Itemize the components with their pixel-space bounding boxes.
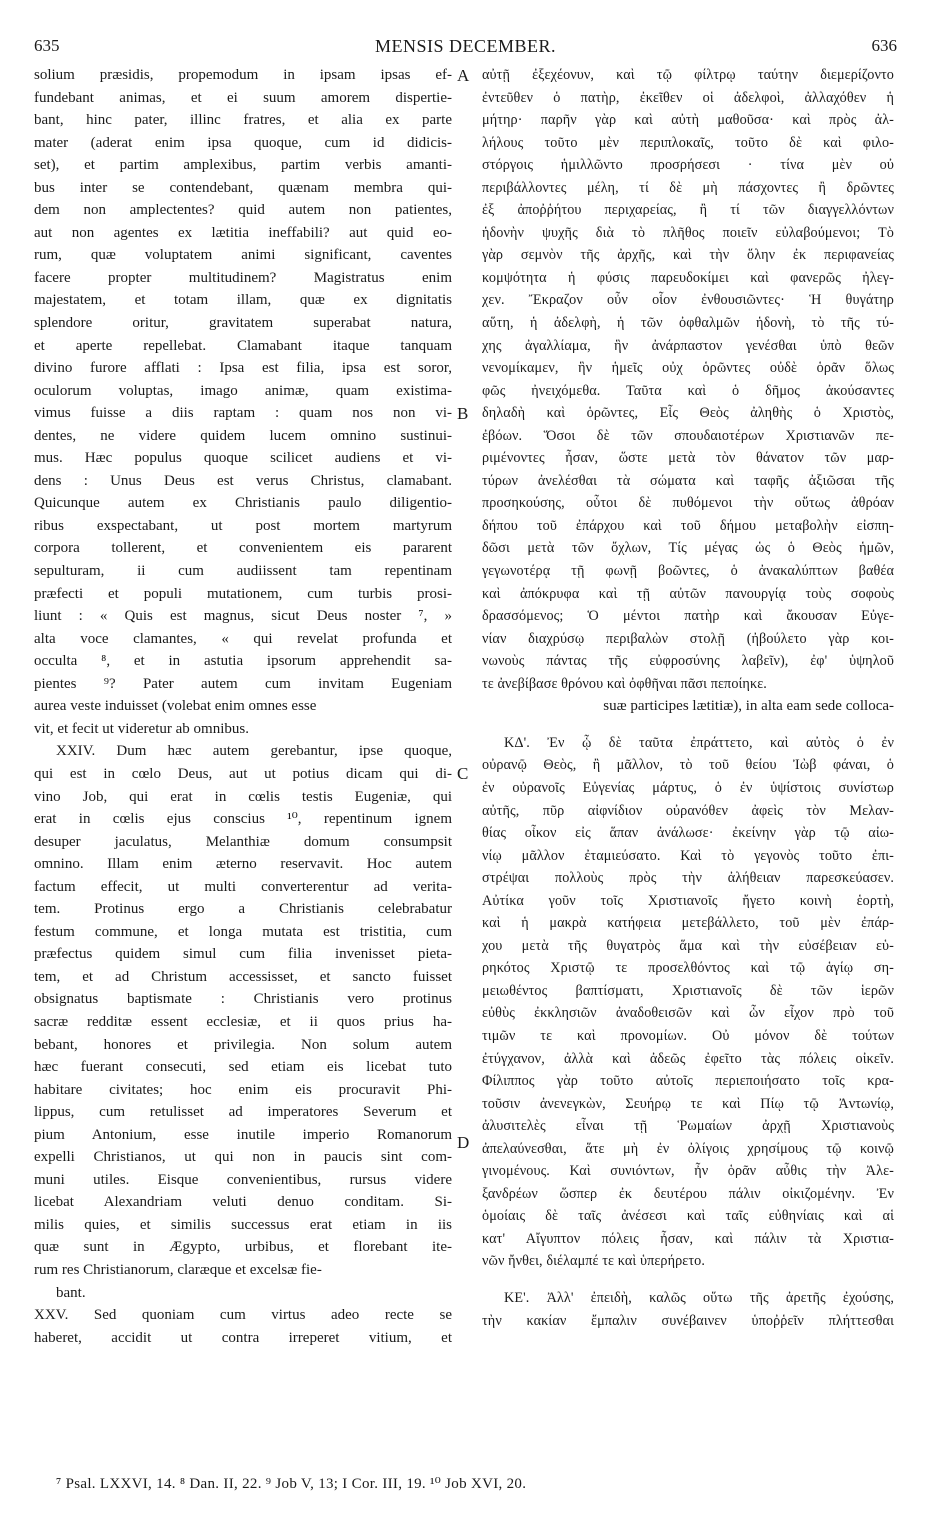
text-line: omnino. Illam enim æterno reservavit. Hoc autem <box>34 856 452 873</box>
text-line: obsignatus baptismate : Christianis vero protinus <box>34 991 452 1008</box>
page-number-right: 636 <box>871 36 897 55</box>
text-line: majestatem, et totam illam, quæ ex dignitatis <box>34 292 452 309</box>
text-line: hæc fuerant consecuti, sed etiam eis licebat tuto <box>34 1059 452 1076</box>
text-line: et aperte repellebat. Clamabant itaque tanquam <box>34 337 452 354</box>
text-line: qui est in cœlo Deus, aut ut potius dicam qui di- <box>34 765 452 782</box>
text-line: ἡδονὴν ψυχῆς διὰ τὸ πλῆθος ποιεῖν εὐλαβούμενοι; Τὸ <box>482 224 894 241</box>
text-line: præfecti et populi mutationem, cum turbis prosi- <box>34 585 452 602</box>
text-line: quæ sunt in Ægypto, urbibus, et florebant ite- <box>34 1239 452 1256</box>
text-line: ribus exspectabant, ut post mortem martyrum <box>34 517 452 534</box>
text-line: λήλους τοῦτο μὲν περιπλοκαῖς, τοῦτο δὲ καὶ φιλο- <box>482 134 894 151</box>
text-line: dentes, ne videre quidem lucem omnino sustinui- <box>34 427 452 444</box>
text-line: μειωθέντος βαπτίσματι, Χριστιανοῖς δὲ τῶν ἱερῶν <box>482 982 894 999</box>
text-line: στόργοις ἡμιλλῶντο προσρήσεσι · τίνα μὲν οὐ <box>482 157 894 174</box>
text-line: habitare civitates; hoc enim eis procuravit Phi- <box>34 1081 452 1098</box>
text-line: liunt : « Quis est magnus, sicut Deus noster ⁷, » <box>34 608 452 625</box>
text-line: set), et partim amplexibus, partim verbis amanti- <box>34 157 452 174</box>
paragraph-gap <box>482 1273 894 1287</box>
text-line: καὶ ἀπόκρυφα καὶ τῇ αὐτῶν πανουργίᾳ τοὺς σοφοὺς <box>482 585 894 602</box>
text-line: τὴν κακίαν ἔμπαλιν συνέβαινεν ὑποῤῥεῖν πλήττεσθαι <box>482 1312 894 1329</box>
text-line: aut non agentes ex lætitia ineffabili? aut quid eo- <box>34 224 452 241</box>
text-line: XXIV. Dum hæc autem gerebantur, ipse quoque, <box>56 743 452 760</box>
margin-marker-a: A <box>457 66 470 85</box>
text-line: Quicunque autem ex Christianis paulo diligentio- <box>34 495 452 512</box>
text-line: vit, et fecit ut videretur ab omnibus. <box>34 720 249 737</box>
text-line: tem. Protinus ergo a Christianis celebrabatur <box>34 901 452 918</box>
text-line: factum effecit, ut multi converterentur ad verita- <box>34 878 452 895</box>
text-line: οὐρανῷ Θεὸς, ἢ μᾶλλον, τὸ τοῦ θείου Ἰὼβ φάναι, ὁ <box>482 757 894 774</box>
text-line: χου μετὰ τῆς θυγατρὸς ἅμα καὶ τὴν εὐσέβειαν εὑ- <box>482 937 894 954</box>
text-line: milis quies, et similis successus erat etiam in iis <box>34 1216 452 1233</box>
text-line: μήτηρ· παρῆν γὰρ καὶ αὐτὴ μαθοῦσα· καὶ πρὸς ἀλ- <box>482 112 894 129</box>
page-number-left: 635 <box>34 36 60 55</box>
text-line: τύρων ἀνελέσθαι τὰ σώματα καὶ ταφῆς ἀξιῶσαι τῆς <box>482 472 894 489</box>
latin-span-part: aurea veste induisset (volebat enim omnes esse <box>34 698 317 715</box>
text-line: mater (aderat enim ipsa quoque, cum id didicis- <box>34 134 452 151</box>
text-line: νενομίκαμεν, ἣν ἡμεῖς οὐχ ὁρῶντες οὐδὲ ὁρᾶν ὅλως <box>482 360 894 377</box>
text-line: sepulturam, ii cum audiissent tam repentinam <box>34 563 452 580</box>
text-line: τοῦσιν ἀνενεγκὼν, Σευήρῳ τε καὶ Πίῳ τῷ Ἀντωνίῳ, <box>482 1095 894 1112</box>
text-line: præfectus quidem simul cum filia invenisset pieta- <box>34 946 452 963</box>
footnotes: ⁷ Psal. LXXVI, 14. ⁸ Dan. II, 22. ⁹ Job V, 13; I Cor. III, 19. ¹⁰ Job XVI, 20. <box>56 1476 527 1492</box>
text-line: divino furore afflati : Ipsa est filia, ipsa est soror, <box>34 360 452 377</box>
text-line: ἐβόων. Ὅσοι δὲ τῶν σπουδαιοτέρων Χριστιανῶν πε- <box>482 427 894 444</box>
text-line: bant. <box>56 1284 86 1301</box>
text-line: γινομένους. Καὶ συνιόντων, ἦν ὁρᾶν αὖθις τὴν Ἀλε- <box>482 1163 894 1180</box>
text-line: νίαν διαχρύσῳ περιβαλὼν στολῇ (ἠβούλετο γὰρ κοι- <box>482 630 894 647</box>
text-line: festum commune, et longa mutata est tristitia, cum <box>34 923 452 940</box>
text-line: στρέψαι πολλοὺς πρὸς τὴν ἀλήθειαν παρεσκεύασεν. <box>482 870 894 887</box>
paragraph-gap <box>482 718 894 732</box>
text-line: δήπου τοῦ ἐπάρχου καὶ τοῦ δήμου μεταβολὴν εἰσπη- <box>482 517 894 534</box>
text-line: ἐξ ἀποῤῥήτου περιχαρείας, ἢ τί τῶν διαγγελλόντων <box>482 202 894 219</box>
text-line: fundebant animas, et ei suum amorem dispertie- <box>34 89 452 106</box>
text-line: Φίλιππος γὰρ τοῦτο αὐτοῖς περιεποιήσατο τοῖς κρα- <box>482 1073 894 1090</box>
text-line: bebant, honores et privilegia. Non solum autem <box>34 1036 452 1053</box>
text-line: oculorum voluptas, imago animæ, quam existima- <box>34 382 452 399</box>
text-line: θίας οἶκον εἰς ἅπαν ἀνάλωσε· ἐκείνην γὰρ τῷ αἰω- <box>482 825 894 842</box>
margin-marker-c: C <box>457 764 469 783</box>
text-line: αὐτῆς, πῦρ αἰφνίδιον οὐρανόθεν ἀφεὶς τὸν Μελαν- <box>482 802 894 819</box>
margin-marker-d: D <box>457 1133 470 1152</box>
text-line: ἐτύγχανον, ἀλλὰ καὶ ἀδεῶς ἐφεῖτο τὰς πόλεις οἰκεῖν. <box>482 1050 894 1067</box>
text-line: bant, hinc pater, illinc fratres, et alia ex parte <box>34 112 452 129</box>
text-line: splendore oritur, gravitatem superabat natura, <box>34 315 452 332</box>
text-line: ΚΕ'. Ἀλλ' ἐπειδὴ, καλῶς οὕτω τῆς ἀρετῆς ἐχούσης, <box>504 1289 894 1306</box>
text-line: χης ἀγαλλίαμα, ἣν ἀνάρπαστον γενέσθαι ὑπὸ θεῶν <box>482 337 894 354</box>
text-line: tem, et ad Christum accessisset, et sancto fuisset <box>34 968 452 985</box>
text-line: rum res Christianorum, claræque et excelsæ fie- <box>34 1261 322 1278</box>
text-line: αὐτῇ ἐξεχέονυν, καὶ τῷ φίλτρῳ ταύτην διεμερίζοντο <box>482 67 894 83</box>
text-line: ξανδρέων ὥσπερ ἐκ δευτέρου πάλιν οἰκιζομένην. Ἐν <box>482 1185 894 1202</box>
text-line: ὁμοίαις δὲ ταῖς ἀνέσεσι καὶ ταῖς εὐθηνίαις καὶ αἱ <box>482 1208 894 1225</box>
text-line: δηλαδὴ καὶ ὁρῶντες, Εἷς Θεὸς ἀληθὴς ὁ Χριστὸς, <box>482 405 894 422</box>
text-line: pientes ⁹? Pater autem cum invitam Eugeniam <box>34 675 452 692</box>
text-line: φῶς ἠνειχόμεθα. Ταῦτα καὶ ὁ δῆμος ἀκούσαντες <box>482 382 894 399</box>
spacer <box>482 695 894 718</box>
running-header <box>34 36 897 60</box>
text-line: mus. Hæc populus quoque scilicet audiens et vi- <box>34 450 452 467</box>
text-line: ἀπελαύνεσθαι, ἅτε μὴ ἐν ὀλίγοις χρησίμους τῷ κοινῷ <box>482 1140 894 1157</box>
text-line: pium Antonium, esse inutile imperio Romanorum <box>34 1126 452 1143</box>
text-line: alta voce clamantes, « qui revelat profunda et <box>34 630 452 647</box>
text-line: κομψότητα ἡ φύσις παρευδοκίμει καὶ φανερῶς ἠλεγ- <box>482 269 894 286</box>
text-line: προσηκούσης, οὗτοι δὲ πυθόμενοι τὴν οὕτως ἀθρόαν <box>482 495 894 512</box>
margin-marker-b: B <box>457 404 469 423</box>
text-line: χεν. Ἔκραζον οὖν οἷον ἐνθουσιῶντες· Ἡ θυγάτηρ <box>482 292 894 309</box>
text-line: bus inter se contendebant, quænam membra qui- <box>34 179 452 196</box>
text-line: ἐν οὐρανοῖς Εὐγενίας μάρτυς, ὁ ἐν ὑψίστοις συνίστωρ <box>482 779 894 796</box>
latin-span-continuation: suæ participes lætitiæ), in alta eam sede colloca- <box>603 698 894 715</box>
text-line: sacræ redditæ essent ecclesiæ, et ii quos prius ha- <box>34 1013 452 1030</box>
text-line: desuper jaculatus, Melanthiæ domum consumpsit <box>34 833 452 850</box>
text-line: ριμένοντες ἦσαν, ὥστε μετὰ τὸν θάνατον τῶν μαρ- <box>482 450 894 467</box>
text-line: muni utiles. Eisque convenientibus, rursus videre <box>34 1171 452 1188</box>
text-line: solium præsidis, propemodum in ipsam ipsas ef- <box>34 67 452 83</box>
text-line: vimus fuisse a diis raptam : quam nos non vi- <box>34 405 452 422</box>
text-line: rum, quæ voluptatem animi significant, caventes <box>34 247 452 264</box>
text-line: αὕτη, ἡ ἀδελφὴ, ἡ τῶν ὀφθαλμῶν ἡδονὴ, τὸ τῆς τύ- <box>482 315 894 332</box>
text-line: νῶν ἤνθει, διέλαμπέ τε καὶ ὑπερήρετο. <box>482 1253 706 1270</box>
text-line: τε ἀνεβίβασε θρόνου καὶ ὀφθῆναι πᾶσι πεποίηκε. <box>482 675 767 692</box>
running-title: MENSIS DECEMBER. <box>374 36 557 56</box>
text-line: τιμῶν τε καὶ προνομίων. Οὐ μόνον δὲ τούτων <box>482 1027 894 1044</box>
text-line: ΚΔ'. Ἐν ᾧ δὲ ταῦτα ἐπράττετο, καὶ αὐτὸς ὁ ἐν <box>504 734 894 751</box>
text-line: dem non amplectentes? quid autem non patientes, <box>34 202 452 219</box>
text-line: corpora tollerent, et convenientem eis pararent <box>34 540 452 557</box>
text-line: lippus, cum retulisset ad imperatores Severum et <box>34 1104 452 1121</box>
text-line: Αὐτίκα γοῦν τοῖς Χριστιανοῖς ἤγετο κοινὴ ἑορτὴ, <box>482 892 894 909</box>
text-line: haberet, accidit ut contra irreperet vitium, et <box>34 1329 452 1346</box>
text-line: δρασσόμενος; Ὁ μέντοι πατὴρ καὶ ἄκουσαν Εὐγε- <box>482 608 894 625</box>
text-line: vino Job, qui erat in cœlis testis Eugeniæ, qui <box>34 788 452 805</box>
text-line: facere propter multitudinem? Magistratus enim <box>34 269 452 286</box>
text-line: ἀλυσιτελὲς εἶναι τῇ Ῥωμαίων ἀρχῇ Χριστιανοὺς <box>482 1118 894 1135</box>
text-line: δῶσι μετὰ τῶν ὄχλων, Τίς μέγας ὡς ὁ Θεὸς ἡμῶν, <box>482 540 894 557</box>
text-line: εὐθὺς ἐκκλησιῶν ἀναδοθεισῶν καὶ ὧν εἶχον πρὸ τοῦ <box>482 1005 894 1022</box>
text-line: erat in cœlis ejus conscius ¹⁰, repentinum ignem <box>34 811 452 828</box>
text-line: licebat Alexandriam veluti denuo conditam. Si- <box>34 1194 452 1211</box>
greek-column <box>482 64 894 1332</box>
text-line: expelli Christianos, ut qui non in paucis sint com- <box>34 1149 452 1166</box>
text-line: νωνοὺς πάντας τῆς εὐφροσύνης λαβεῖν), ἐφ' ὑψηλοῦ <box>482 653 894 670</box>
text-line: γεγωνοτέρᾳ τῇ φωνῇ βοῶντες, ὁ ἀνακαλύπτων βαθέα <box>482 563 894 580</box>
text-line: γὰρ σεμνὸν τῆς ἀρχῆς, καὶ τὴν ὅλην ἐκ περιφανείας <box>482 247 894 264</box>
text-line: καὶ ἡ μακρὰ κατήφεια μετεβάλλετο, τοῦ μὲν ἐπάρ- <box>482 915 894 932</box>
text-line: XXV. Sed quoniam cum virtus adeo recte se <box>34 1307 452 1324</box>
text-line: ρηκότος Χριστῷ τε προσελθόντος καὶ τῷ ἁγίῳ ση- <box>482 960 894 977</box>
text-line: occulta ⁸, et in astutia ipsorum apprehendit sa- <box>34 653 452 670</box>
text-line: ἐντεῦθεν ὁ πατὴρ, ἐκεῖθεν οἱ ἀδελφοὶ, ἀλλαχόθεν ἡ <box>482 89 894 106</box>
text-line: νίῳ μᾶλλον ἐταμιεύσατο. Καὶ τὸ γεγονὸς τοῦτο ἐπι- <box>482 847 894 864</box>
text-line: περιβάλλοντες μέλη, τί δὲ μὴ πάσχοντες ἢ δρῶντες <box>482 179 894 196</box>
text-line: κατ' Αἴγυπτον πόλεις ἦσαν, καὶ πάλιν τὰ Χριστια- <box>482 1230 894 1247</box>
text-line: dens : Unus Deus est verus Christus, clamabant. <box>34 472 452 489</box>
